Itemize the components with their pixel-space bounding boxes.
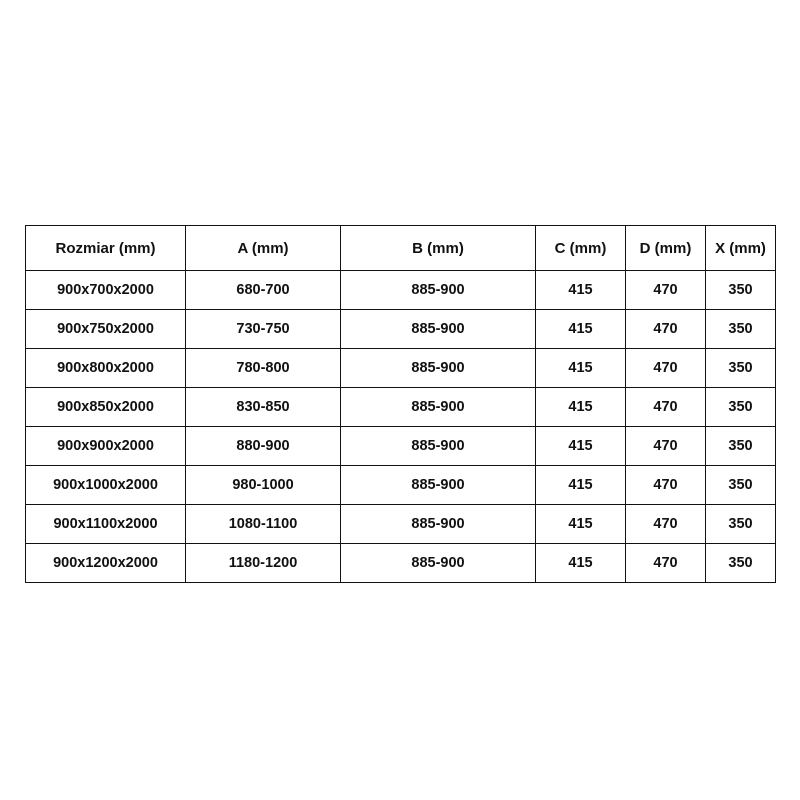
cell-c: 415 — [536, 271, 626, 310]
column-header-c: C (mm) — [536, 226, 626, 271]
cell-a: 680-700 — [186, 271, 341, 310]
table-body — [26, 271, 776, 583]
table-row — [26, 310, 776, 349]
table-row — [26, 271, 776, 310]
cell-a: 1080-1100 — [186, 505, 341, 544]
cell-d: 470 — [626, 388, 706, 427]
cell-b: 885-900 — [341, 466, 536, 505]
cell-b: 885-900 — [341, 427, 536, 466]
cell-d: 470 — [626, 466, 706, 505]
cell-b: 885-900 — [341, 349, 536, 388]
cell-c: 415 — [536, 310, 626, 349]
cell-a: 1180-1200 — [186, 544, 341, 583]
cell-rozmiar: 900x800x2000 — [26, 349, 186, 388]
cell-b: 885-900 — [341, 388, 536, 427]
table-row — [26, 388, 776, 427]
cell-rozmiar: 900x850x2000 — [26, 388, 186, 427]
table-row — [26, 427, 776, 466]
cell-x: 350 — [706, 466, 776, 505]
column-header-a: A (mm) — [186, 226, 341, 271]
cell-rozmiar: 900x700x2000 — [26, 271, 186, 310]
column-header-d: D (mm) — [626, 226, 706, 271]
cell-x: 350 — [706, 505, 776, 544]
cell-c: 415 — [536, 388, 626, 427]
cell-x: 350 — [706, 544, 776, 583]
cell-a: 880-900 — [186, 427, 341, 466]
cell-b: 885-900 — [341, 544, 536, 583]
cell-x: 350 — [706, 310, 776, 349]
cell-b: 885-900 — [341, 271, 536, 310]
cell-c: 415 — [536, 349, 626, 388]
specification-table — [25, 225, 776, 583]
spec-table-container — [25, 225, 775, 583]
cell-x: 350 — [706, 427, 776, 466]
cell-c: 415 — [536, 544, 626, 583]
cell-a: 730-750 — [186, 310, 341, 349]
table-header-row — [26, 226, 776, 271]
cell-a: 780-800 — [186, 349, 341, 388]
table-row — [26, 466, 776, 505]
cell-d: 470 — [626, 505, 706, 544]
table-row — [26, 349, 776, 388]
column-header-b: B (mm) — [341, 226, 536, 271]
cell-c: 415 — [536, 427, 626, 466]
cell-d: 470 — [626, 310, 706, 349]
column-header-x: X (mm) — [706, 226, 776, 271]
cell-rozmiar: 900x1100x2000 — [26, 505, 186, 544]
cell-d: 470 — [626, 271, 706, 310]
cell-x: 350 — [706, 349, 776, 388]
cell-rozmiar: 900x750x2000 — [26, 310, 186, 349]
cell-x: 350 — [706, 388, 776, 427]
cell-rozmiar: 900x1000x2000 — [26, 466, 186, 505]
cell-d: 470 — [626, 349, 706, 388]
cell-x: 350 — [706, 271, 776, 310]
cell-rozmiar: 900x1200x2000 — [26, 544, 186, 583]
column-header-rozmiar: Rozmiar (mm) — [26, 226, 186, 271]
cell-d: 470 — [626, 544, 706, 583]
table-row — [26, 505, 776, 544]
table-row — [26, 544, 776, 583]
cell-b: 885-900 — [341, 310, 536, 349]
cell-c: 415 — [536, 466, 626, 505]
cell-b: 885-900 — [341, 505, 536, 544]
cell-a: 980-1000 — [186, 466, 341, 505]
cell-a: 830-850 — [186, 388, 341, 427]
cell-rozmiar: 900x900x2000 — [26, 427, 186, 466]
cell-c: 415 — [536, 505, 626, 544]
table-header — [26, 226, 776, 271]
cell-d: 470 — [626, 427, 706, 466]
